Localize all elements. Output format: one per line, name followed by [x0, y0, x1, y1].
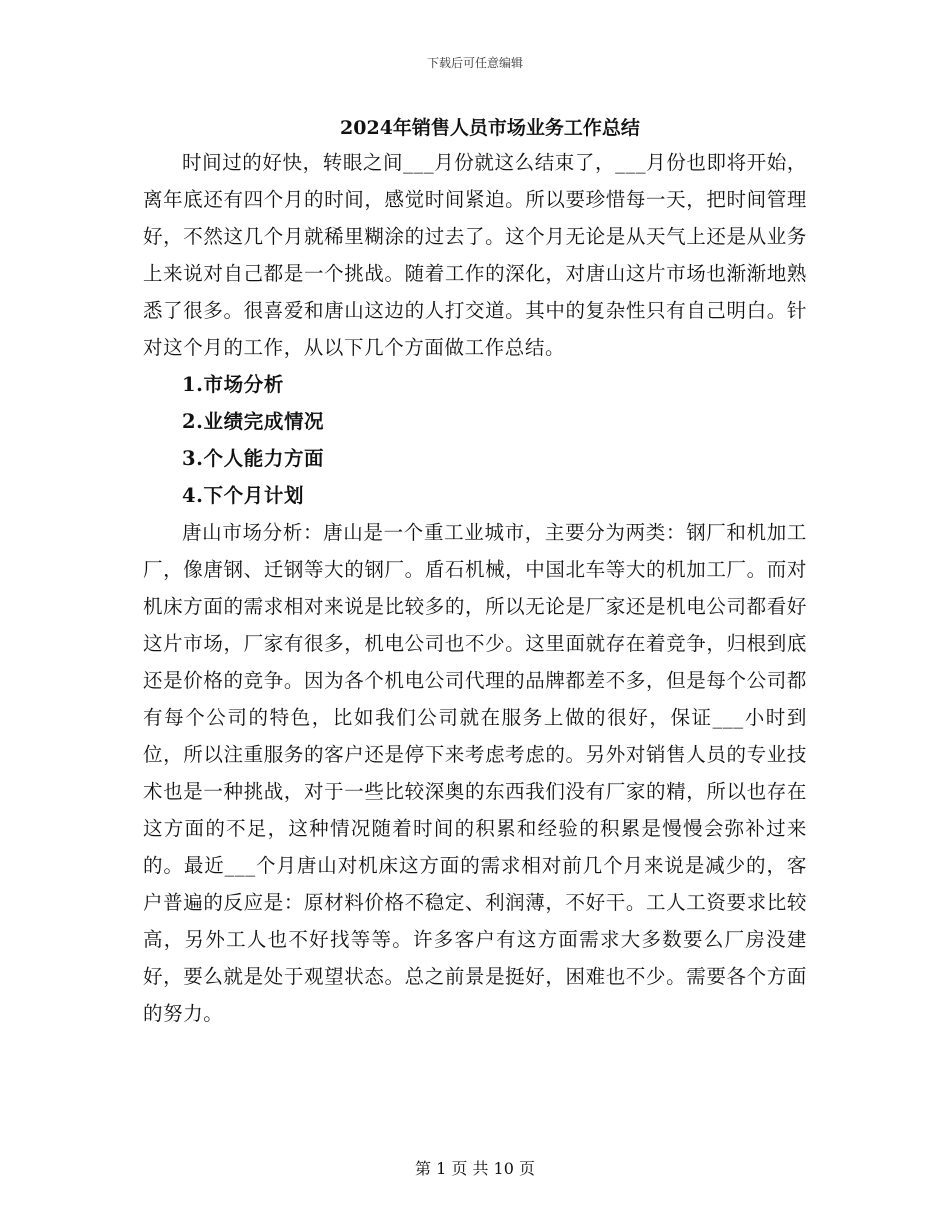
market-analysis-paragraph: 唐山市场分析：唐山是一个重工业城市，主要分为两类：钢厂和机加工厂，像唐钢、迁钢等大的钢厂。盾石机械，中国北车等大的机加工厂。而对机床方面的需求相对来说是比较多的，所以无论是厂家还是机电公司都看好这片市场，厂家有很多，机电公司也不少。这里面就存在着竞争，归根到底还是价格的竞争。因为各个机电公司代理的品牌都差不多，但是每个公司都有每个公司的特色，比如我们公司就在服务上做的很好，保证___小时到位，所以注重服务的客户还是停下来考虑考虑的。另外对销售人员的专业技术也是一种挑战，对于一些比较深奥的东西我们没有厂家的精，所以也存在这方面的不足，这种情况随着时间的积累和经验的积累是慢慢会弥补过来的。最近___个月唐山对机床这方面的需求相对前几个月来说是减少的，客户普遍的反应是：原材料价格不稳定、利润薄，不好干。工人工资要求比较高，另外工人也不好找等等。许多客户有这方面需求大多数要么厂房没建好，要么就是处于观望状态。总之前景是挺好，困难也不少。需要各个方面的努力。 [143, 521, 807, 1025]
outline-list [143, 366, 807, 514]
outline-item: 2.业绩完成情况 [182, 410, 325, 433]
document-body [143, 112, 807, 1032]
outline-item: 1.市场分析 [182, 373, 284, 396]
outline-item: 4.下个月计划 [182, 484, 305, 507]
outline-item: 3.个人能力方面 [182, 447, 325, 470]
intro-paragraph: 时间过的好快，转眼之间___月份就这么结束了，___月份也即将开始，离年底还有四个月的时间，感觉时间紧迫。所以要珍惜每一天，把时间管理好，不然这几个月就稀里糊涂的过去了。这个月无论是从天气上还是从业务上来说对自己都是一个挑战。随着工作的深化，对唐山这片市场也渐渐地熟悉了很多。很喜爱和唐山这边的人打交道。其中的复杂性只有自己明白。针对这个月的工作，从以下几个方面做工作总结。 [143, 151, 807, 359]
header-note: 下载后可任意编辑 [426, 56, 523, 70]
document-title: 2024年销售人员市场业务工作总结 [340, 117, 640, 139]
page-number: 第 1 页 共 10 页 [415, 1159, 535, 1178]
